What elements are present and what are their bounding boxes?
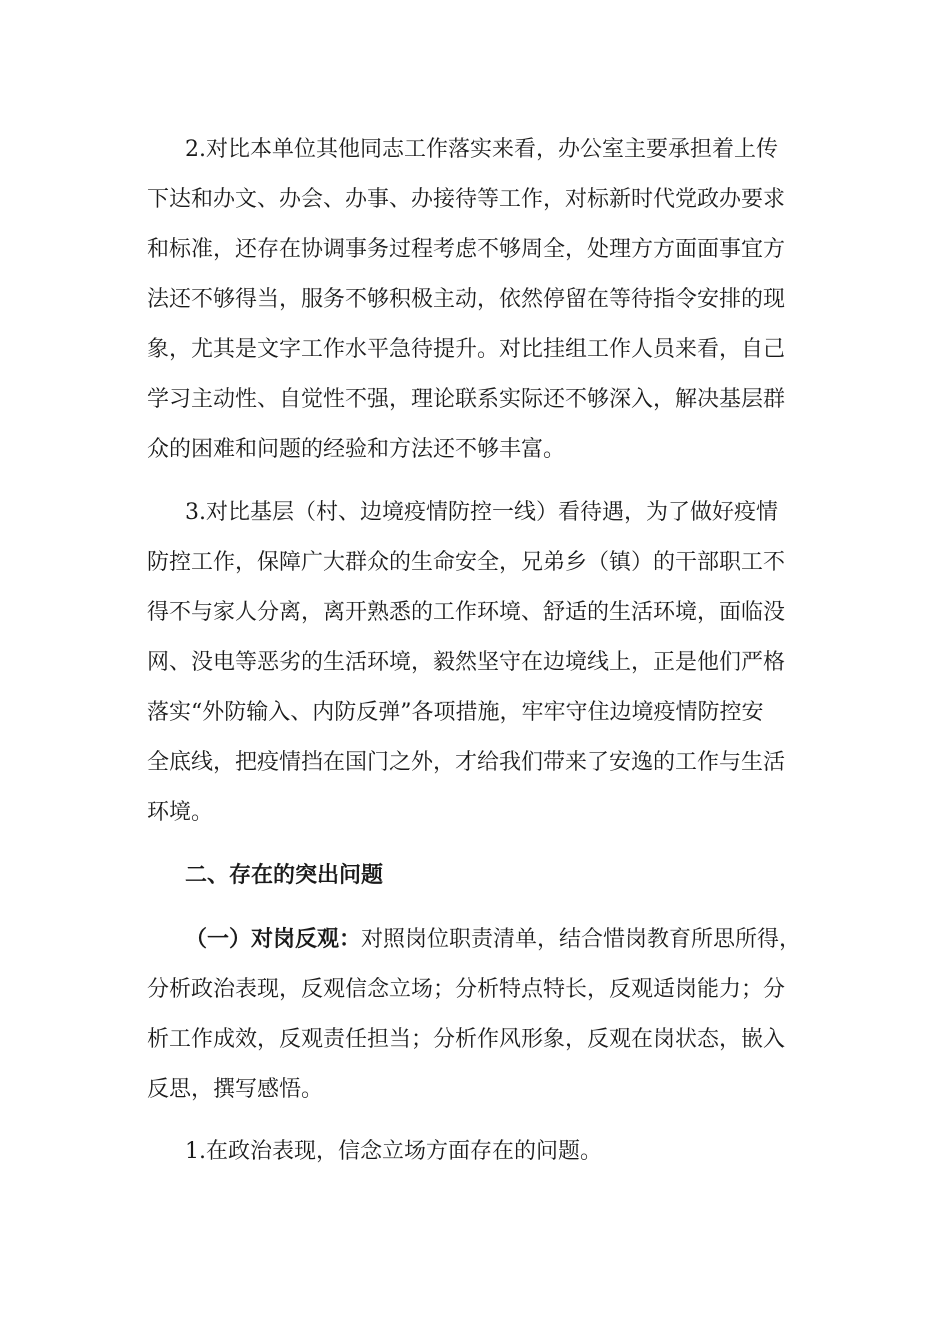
subsection-line-1: 对照岗位职责清单，结合惜岗教育所思所得， <box>361 927 802 952</box>
subsection-line-3: 析工作成效，反观责任担当；分析作风形象，反观在岗状态，嵌入 <box>147 1027 786 1052</box>
para2-line-7: 众的困难和问题的经验和方法还不够丰富。 <box>147 437 566 462</box>
subsection-line-4: 反思，撰写感悟。 <box>147 1077 324 1102</box>
item-1: 1.在政治表现，信念立场方面存在的问题。 <box>185 1139 602 1164</box>
para3-line-7: 环境。 <box>147 800 214 825</box>
para2-line-3: 和标准，还存在协调事务过程考虑不够周全，处理方方面面事宜方 <box>147 237 786 262</box>
para3-line-4: 网、没电等恶劣的生活环境，毅然坚守在边境线上，正是他们严格 <box>147 650 786 675</box>
para2-line-5: 象，尤其是文字工作水平急待提升。对比挂组工作人员来看，自己 <box>147 337 786 362</box>
para2-line-4: 法还不够得当，服务不够积极主动，依然停留在等待指令安排的现 <box>147 287 786 312</box>
para3-line-6: 全底线，把疫情挡在国门之外，才给我们带来了安逸的工作与生活 <box>147 750 786 775</box>
subsection-line-2: 分析政治表现，反观信念立场；分析特点特长，反观适岗能力；分 <box>147 977 786 1002</box>
para3-line-1: 3.对比基层（村、边境疫情防控一线）看待遇，为了做好疫情 <box>185 500 778 525</box>
para3-line-3: 得不与家人分离，离开熟悉的工作环境、舒适的生活环境，面临没 <box>147 600 786 625</box>
subsection-label: （一）对岗反观： <box>185 927 362 952</box>
para3-line-2: 防控工作，保障广大群众的生命安全，兄弟乡（镇）的干部职工不 <box>147 550 786 575</box>
para2-line-1: 2.对比本单位其他同志工作落实来看，办公室主要承担着上传 <box>185 137 778 162</box>
para2-line-6: 学习主动性、自觉性不强，理论联系实际还不够深入，解决基层群 <box>147 387 786 412</box>
section-heading: 二、存在的突出问题 <box>185 863 384 888</box>
para3-line-5: 落实“外防输入、内防反弹”各项措施，牢牢守住边境疫情防控安 <box>147 700 764 725</box>
para2-line-2: 下达和办文、办会、办事、办接待等工作，对标新时代党政办要求 <box>147 187 786 212</box>
subsection-first-line <box>185 925 801 955</box>
